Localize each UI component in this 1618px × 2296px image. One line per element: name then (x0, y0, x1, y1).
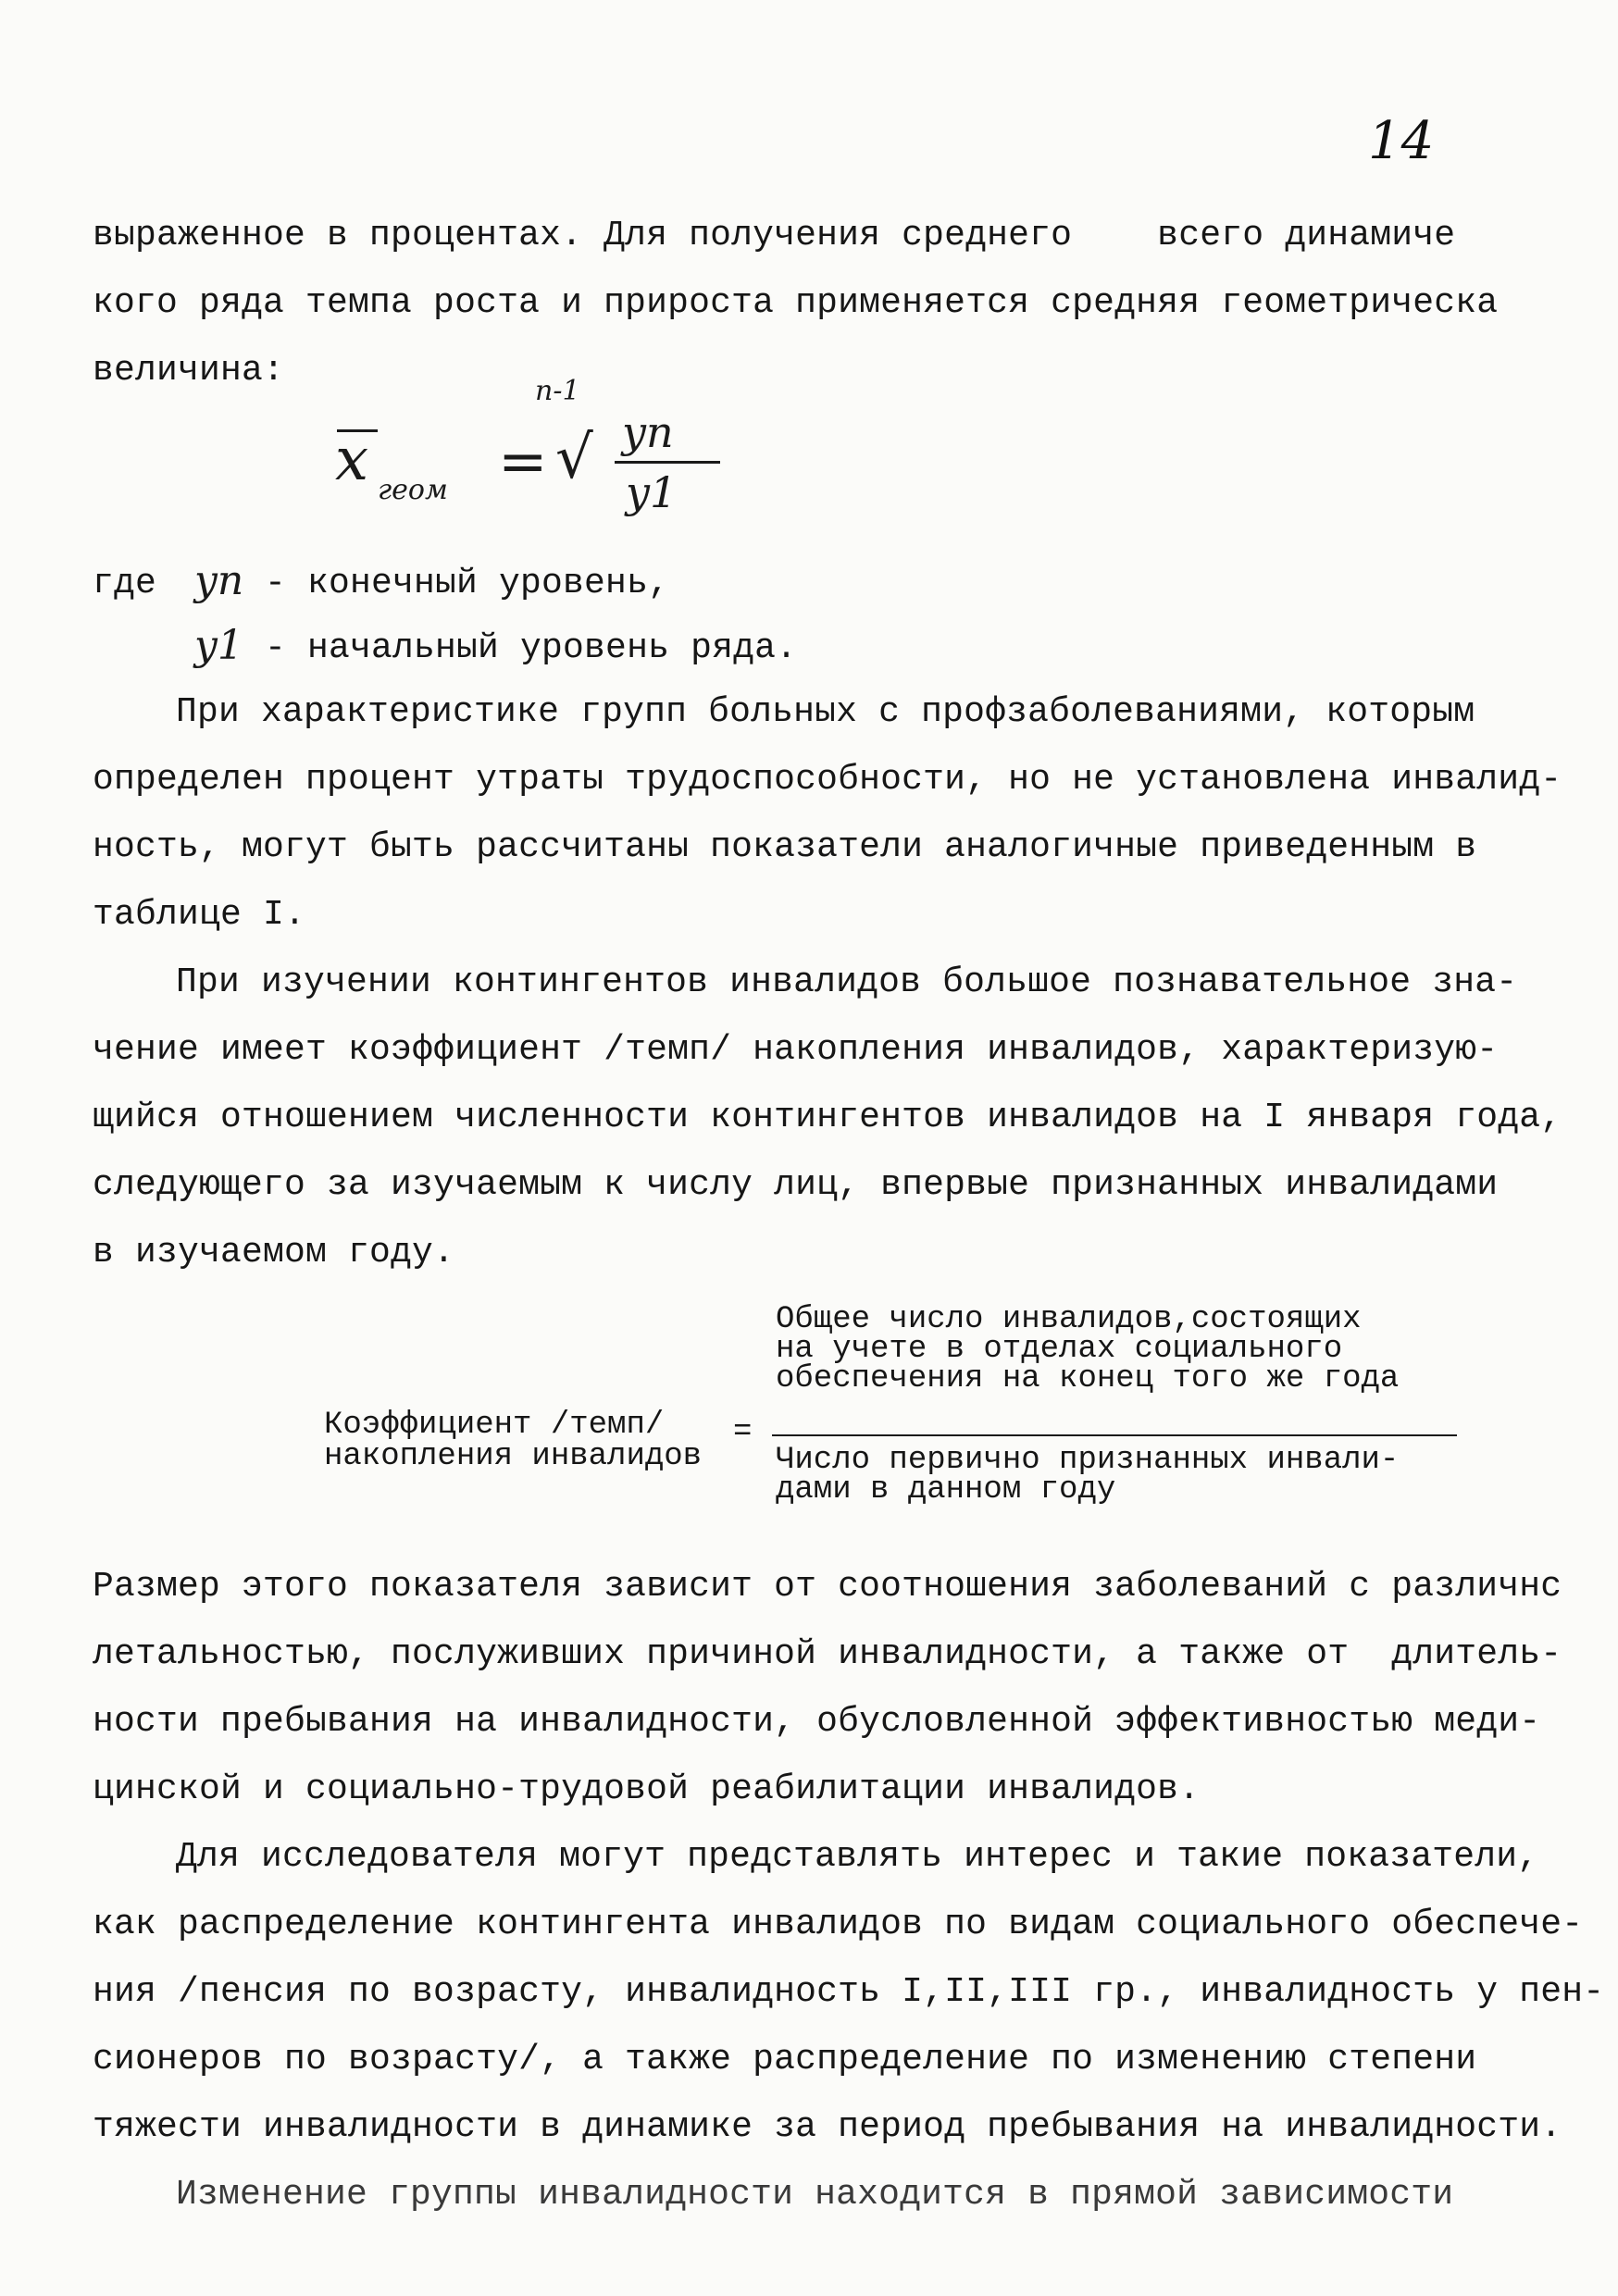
text-line: Изменение группы инвалидности находится в прямой зависимости (176, 2175, 1454, 2215)
text-line: Размер этого показателя зависит от соотношения заболеваний с различнс (93, 1567, 1562, 1607)
text-line: цинской и социально-трудовой реабилитации инвалидов. (93, 1769, 1201, 1809)
numerator-line: Общее число инвалидов,состоящих (776, 1302, 1362, 1337)
denominator-line: Число первично признанных инвали- (776, 1443, 1400, 1478)
text-line: как распределение контингента инвалидов по видам социального обеспече- (93, 1905, 1584, 1944)
text-line: сионеров по возрасту/, а также распределение по изменению степени (93, 2040, 1477, 2079)
y1-symbol: y1 (194, 622, 243, 669)
denominator-y1: y1 (626, 467, 678, 517)
text-line: определен процент утраты трудоспособности, но не установлена инвалид- (93, 760, 1562, 800)
text-line: величина: (93, 351, 285, 391)
fraction-bar (615, 461, 720, 464)
denominator-line: дами в данном году (776, 1472, 1116, 1508)
text-line: таблице I. (93, 895, 306, 935)
root-index: n-1 (535, 375, 580, 407)
text-line: чение имеет коэффициент /темп/ накопления инвалидов, характеризую- (93, 1030, 1499, 1070)
text-line: При характеристике групп больных с профзаболеваниями, которым (176, 692, 1475, 732)
text-line: ния /пенсия по возрасту, инвалидность I,II,III гр., инвалидность у пен- (93, 1972, 1605, 2012)
mean-variable: x (335, 426, 369, 494)
where-item-1: - конечный уровень, (265, 564, 670, 603)
text-line: ности пребывания на инвалидности, обусловленной эффективностью меди- (93, 1702, 1541, 1742)
numerator-line: на учете в отделах социального (776, 1332, 1343, 1367)
text-line: в изучаемом году. (93, 1233, 455, 1272)
text-line: При изучении контингентов инвалидов большое познавательное зна- (176, 962, 1518, 1002)
where-item-2: - начальный уровень ряда. (265, 628, 798, 668)
text-line: летальностью, послуживших причиной инвалидности, а также от длитель- (93, 1634, 1562, 1674)
mean-subscript: геом (378, 474, 448, 506)
equals-sign: = (733, 1415, 753, 1450)
page-number: 14 (1368, 111, 1435, 171)
where-label: где (93, 564, 157, 603)
text-line: щийся отношением численности контингентов инвалидов на I января года, (93, 1098, 1562, 1137)
fraction-bar (772, 1434, 1457, 1436)
coefficient-label: накопления инвалидов (324, 1439, 703, 1474)
numerator-line: обеспечения на конец того же года (776, 1361, 1400, 1396)
text-line: следующего за изучаемым к числу лиц, впервые признанных инвалидами (93, 1165, 1499, 1205)
coefficient-label: Коэффициент /темп/ (324, 1408, 665, 1443)
text-line: тяжести инвалидности в динамике за период пребывания на инвалидности. (93, 2107, 1562, 2147)
yn-symbol: yn (194, 557, 244, 604)
text-line: ность, могут быть рассчитаны показатели аналогичные приведенным в (93, 827, 1477, 867)
text-line: выраженное в процентах. Для получения среднего всего динамиче (93, 216, 1456, 255)
text-line: кого ряда темпа роста и прироста применяется средняя геометрическа (93, 283, 1499, 323)
root-sign: √ (555, 424, 593, 492)
text-line: Для исследователя могут представлять интерес и такие показатели, (176, 1837, 1539, 1877)
numerator-yn: yn (622, 407, 674, 457)
equals-sign: = (498, 428, 548, 496)
